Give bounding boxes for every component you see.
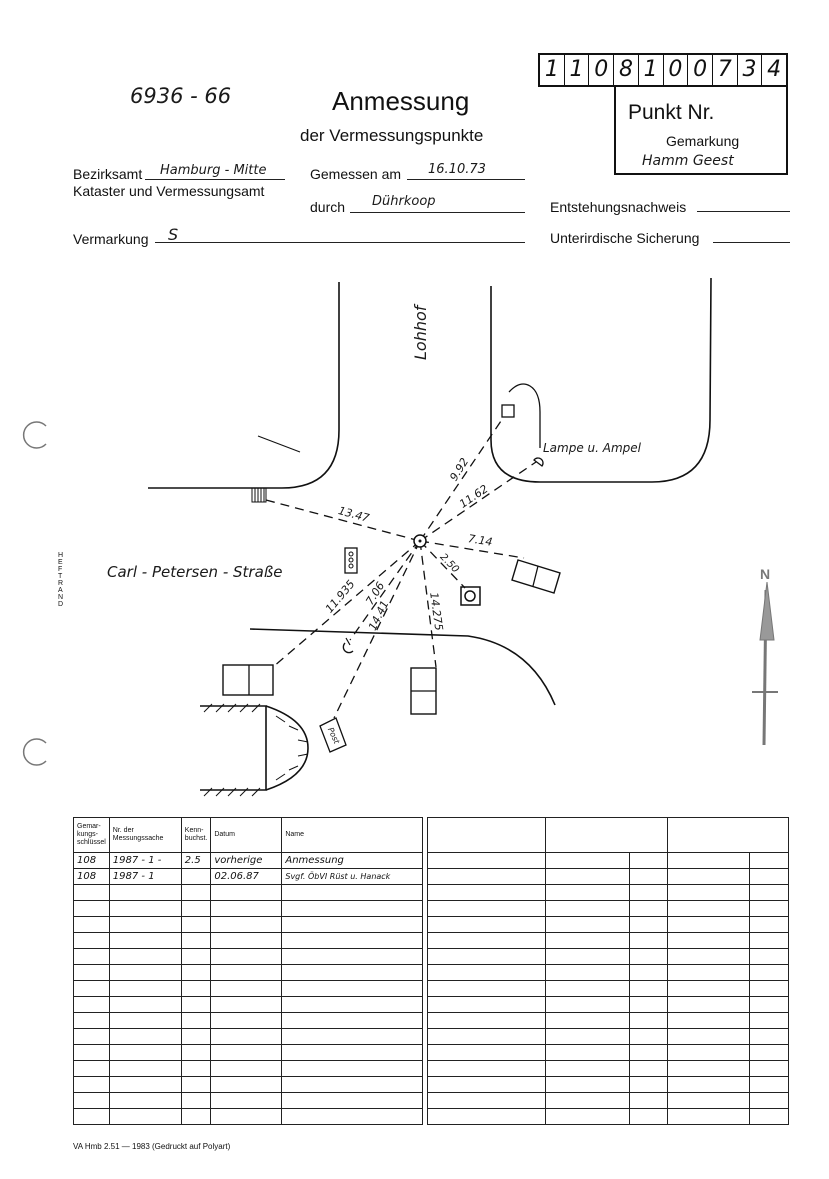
- table-row: [74, 933, 423, 949]
- curb-line: [148, 282, 339, 488]
- col-header: Name: [282, 818, 423, 853]
- table-cell: 108: [74, 869, 110, 885]
- col-header: Gemar-kungs-schlüssel: [74, 818, 110, 853]
- cabinet-box: [512, 560, 560, 593]
- distance-label: 11.935: [322, 577, 358, 616]
- distance-label: 7.06: [363, 579, 388, 608]
- table-row: [428, 1077, 789, 1093]
- file-number: 6936 - 66: [130, 84, 232, 108]
- distance-label: 2.50: [437, 551, 461, 576]
- table-row: [428, 901, 789, 917]
- table-row: [74, 1045, 423, 1061]
- lamp-label: Lampe u. Ampel: [543, 441, 642, 455]
- table-row: [74, 981, 423, 997]
- entstehung-line: [697, 211, 790, 212]
- table-row: [428, 1029, 789, 1045]
- table-cell: vorherige: [211, 853, 282, 869]
- punkt-number-box: [538, 53, 788, 87]
- table-cell: 108: [74, 853, 110, 869]
- table-row: [428, 949, 789, 965]
- building-outline: [266, 706, 308, 790]
- vermarkung-value: S: [168, 225, 179, 244]
- table-row: [428, 1045, 789, 1061]
- post-label: Post: [325, 726, 342, 746]
- table-row: [74, 1029, 423, 1045]
- table-row: [428, 885, 789, 901]
- table-row: [74, 853, 423, 869]
- table-row: [428, 1061, 789, 1077]
- punkt-digit: 1: [639, 55, 664, 85]
- print-note: VA Hmb 2.51 — 1983 (Gedruckt auf Polyart): [73, 1142, 231, 1151]
- durch-line: [350, 212, 525, 213]
- gemarkung-label: Gemarkung: [666, 133, 740, 149]
- table-row: [428, 1109, 789, 1125]
- distance-label: 13.47: [336, 504, 371, 525]
- table-row: [428, 981, 789, 997]
- punkt-digit: 7: [713, 55, 738, 85]
- table-row: [428, 869, 789, 885]
- cabinet-box: [411, 668, 436, 714]
- distance-label: 11.62: [457, 482, 491, 511]
- punkt-box: [614, 87, 788, 175]
- punkt-label: Punkt Nr.: [628, 101, 715, 124]
- unterirdisch-label: Unterirdische Sicherung: [550, 230, 700, 246]
- punkt-digit: 4: [767, 57, 782, 82]
- bezirksamt-value: Hamburg - Mitte: [160, 163, 267, 178]
- table-row: [74, 997, 423, 1013]
- table-row: [74, 885, 423, 901]
- heftrand-label: HEFTRAND: [58, 552, 64, 608]
- table-row: [74, 901, 423, 917]
- table-cell: Svgf. ÖbVI Rüst u. Hanack: [282, 869, 423, 885]
- table-row: [74, 1061, 423, 1077]
- punkt-digit: 0: [664, 55, 689, 85]
- table-row: [428, 965, 789, 981]
- col-header: Nr. der Messungssache: [109, 818, 181, 853]
- entstehung-label: Entstehungsnachweis: [550, 199, 687, 215]
- distance-label: 14.275: [427, 591, 446, 632]
- punkt-digit: 0: [688, 55, 713, 85]
- cabinet-box: [223, 665, 273, 695]
- lamp-symbol: [343, 643, 353, 653]
- kataster-label: Kataster und Vermessungsamt: [73, 183, 265, 199]
- vermarkung-label: Vermarkung: [73, 231, 149, 247]
- table-row: [74, 1013, 423, 1029]
- bezirksamt-line: [145, 179, 285, 180]
- table-row: [74, 917, 423, 933]
- col-header: Kenn-buchst.: [181, 818, 211, 853]
- punkt-digit: 1: [540, 55, 565, 85]
- hatching: [204, 704, 308, 796]
- curb-line: [258, 436, 300, 452]
- hydrant-icon: [461, 587, 480, 605]
- table-cell: 02.06.87: [211, 869, 282, 885]
- north-label: N: [760, 566, 771, 582]
- table-row: [74, 965, 423, 981]
- table-row: [74, 1109, 423, 1125]
- bezirksamt-label: Bezirksamt: [73, 166, 143, 182]
- table-cell: Anmessung: [282, 853, 423, 869]
- table-row: [428, 997, 789, 1013]
- table-cell: [181, 869, 211, 885]
- unterirdisch-line: [713, 242, 790, 243]
- durch-value: Dührkoop: [372, 194, 436, 209]
- table-row: [74, 869, 423, 885]
- durch-label: durch: [310, 199, 346, 215]
- table-row: [428, 1093, 789, 1109]
- north-arrow-icon: [752, 582, 778, 745]
- distance-label: 14.41: [366, 598, 392, 633]
- distance-label: 7.14: [467, 532, 494, 549]
- page-title: Anmessung: [332, 86, 470, 116]
- table-row: [74, 1093, 423, 1109]
- table-cell: 2.5: [181, 853, 211, 869]
- curb-line: [250, 629, 555, 705]
- box-marker: [502, 405, 514, 417]
- punkt-digit: 8: [614, 55, 639, 85]
- table-cell: 1987 - 1: [109, 869, 181, 885]
- table-row: [74, 1077, 423, 1093]
- table-row: [428, 1013, 789, 1029]
- table-row: [428, 917, 789, 933]
- table-row: [428, 853, 789, 869]
- building-outline: [200, 706, 266, 790]
- gemessen-label: Gemessen am: [310, 166, 402, 182]
- street-label-lohhof: Lohhof: [411, 305, 430, 360]
- register-table-right: [427, 817, 789, 1125]
- punkt-digit: 1: [565, 55, 590, 85]
- gemessen-line: [407, 179, 525, 180]
- table-cell: 1987 - 1 -: [109, 853, 181, 869]
- street-label-carl-petersen: Carl - Petersen - Straße: [107, 563, 283, 581]
- table-row: [74, 949, 423, 965]
- page-subtitle: der Vermessungspunkte: [300, 126, 484, 145]
- col-header: Datum: [211, 818, 282, 853]
- punkt-digit: 0: [589, 55, 614, 85]
- gemessen-value: 16.10.73: [428, 162, 486, 177]
- traffic-light-icon: [345, 548, 357, 573]
- register-table-left: [73, 817, 423, 1125]
- distance-label: 9.92: [447, 455, 472, 484]
- table-row: [428, 933, 789, 949]
- vermarkung-line: [155, 242, 525, 243]
- punkt-digit: 3: [738, 55, 763, 85]
- gemarkung-value: Hamm Geest: [642, 153, 734, 169]
